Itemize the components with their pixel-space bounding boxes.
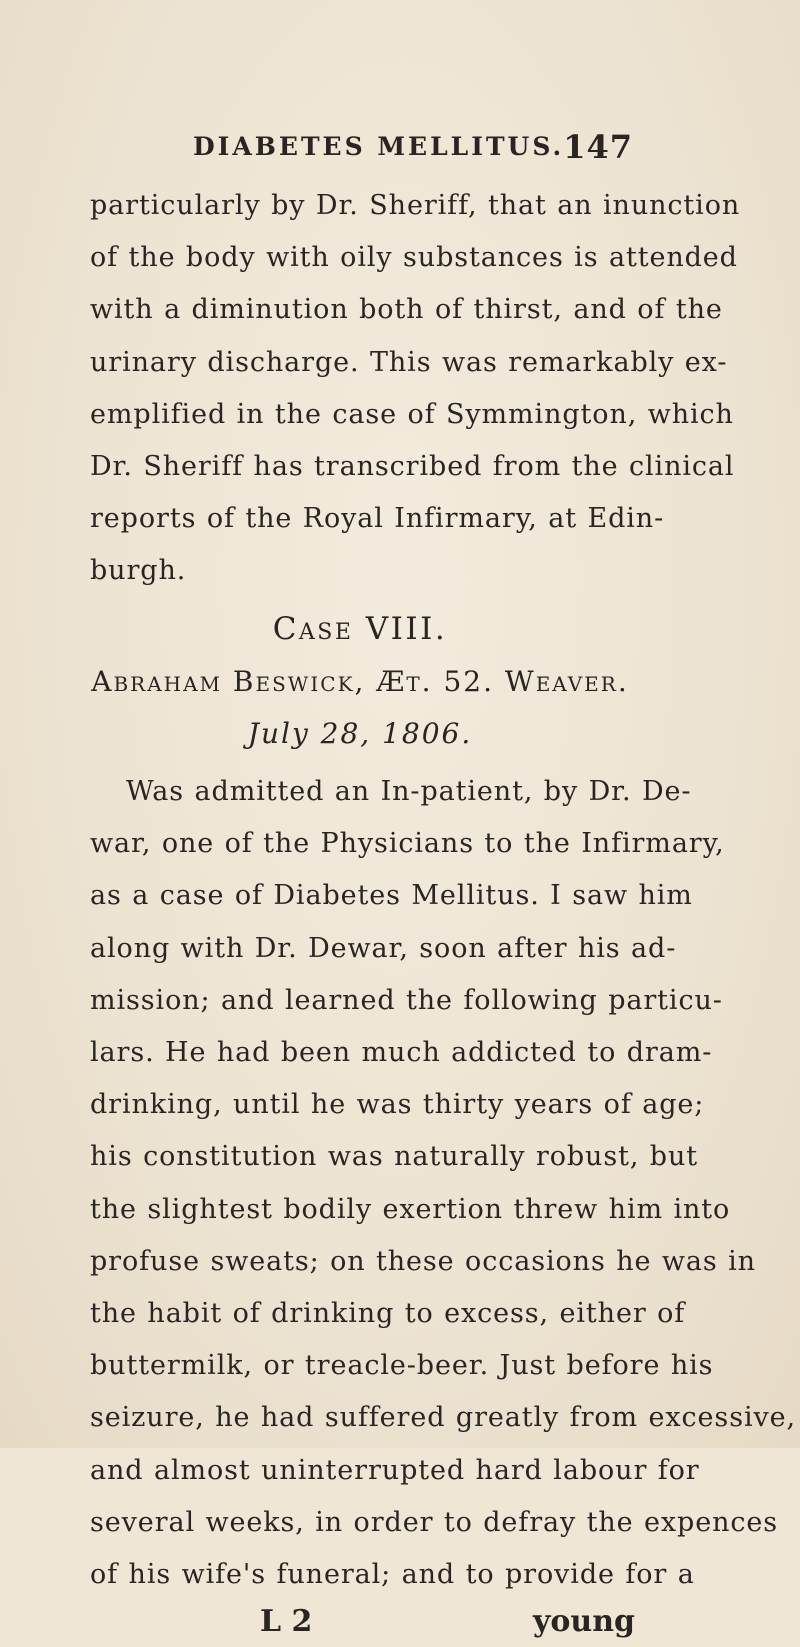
text-line: reports of the Royal Infirmary, at Edin- xyxy=(90,503,665,535)
case-heading: Case VIII. xyxy=(272,611,448,647)
signature-mark: L 2 xyxy=(260,1604,313,1640)
text-line: of the body with oily substances is attended xyxy=(90,242,738,274)
page-header xyxy=(193,128,633,172)
text-line: Was admitted an In-patient, by Dr. De- xyxy=(126,776,692,807)
text-line: Dr. Sheriff has transcribed from the clinical xyxy=(90,451,735,482)
patient-line: Abraham Beswick, Æt. 52. Weaver. xyxy=(91,665,629,698)
text-line: urinary discharge. This was remarkably ex- xyxy=(90,346,728,378)
text-line: several weeks, in order to defray the expences xyxy=(90,1506,779,1538)
catchword: young xyxy=(532,1604,635,1640)
text-line: drinking, until he was thirty years of age; xyxy=(90,1089,705,1121)
text-line: war, one of the Physicians to the Infirmary, xyxy=(90,828,725,860)
text-line: with a diminution both of thirst, and of the xyxy=(90,294,723,326)
text-line: and almost uninterrupted hard labour for xyxy=(90,1454,700,1486)
text-line: as a case of Diabetes Mellitus. I saw him xyxy=(90,880,693,912)
text-line: of his wife's funeral; and to provide for a xyxy=(90,1559,695,1590)
text-line: buttermilk, or treacle-beer. Just before his xyxy=(90,1350,714,1382)
text-line: seizure, he had suffered greatly from excessive, xyxy=(90,1402,796,1434)
text-line: burgh. xyxy=(90,555,187,587)
page-footer xyxy=(260,1597,635,1647)
text-line: the slightest bodily exertion threw him into xyxy=(90,1193,731,1225)
text-line: particularly by Dr. Sheriff, that an inunction xyxy=(90,190,741,221)
page-number: 147 xyxy=(563,128,633,166)
text-line: his constitution was naturally robust, but xyxy=(90,1141,699,1173)
text-line: profuse sweats; on these occasions he was in xyxy=(90,1245,756,1277)
text-line: mission; and learned the following particu- xyxy=(90,984,723,1016)
text-line: lars. He had been much addicted to dram- xyxy=(90,1037,713,1068)
text-line: emplified in the case of Symmington, which xyxy=(90,398,734,430)
text-line: the habit of drinking to excess, either of xyxy=(90,1298,686,1329)
text-line: along with Dr. Dewar, soon after his ad- xyxy=(90,932,677,964)
running-title: DIABETES MELLITUS. xyxy=(193,132,565,161)
date-line: July 28, 1806. xyxy=(247,717,473,750)
